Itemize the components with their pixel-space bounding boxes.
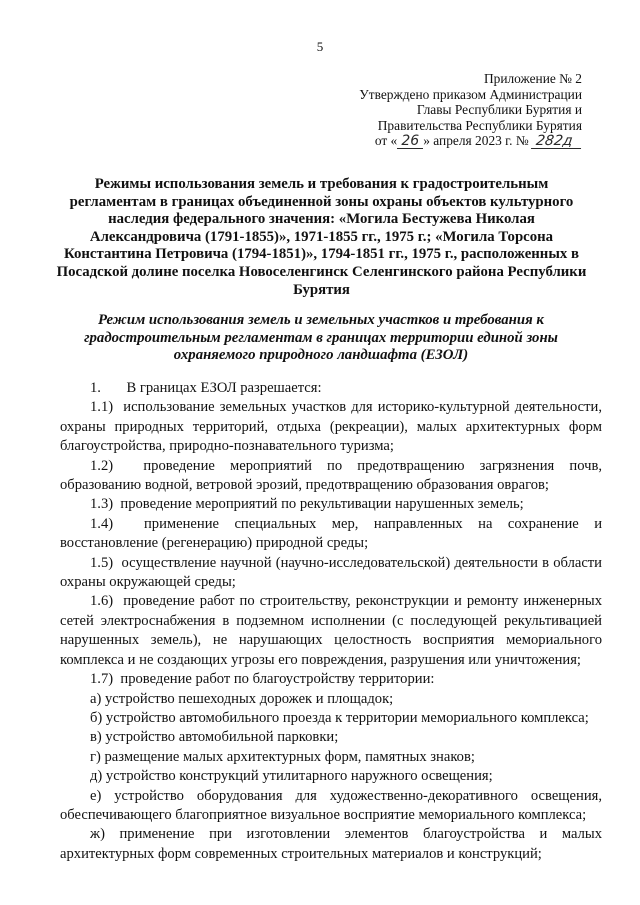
document-title: Режимы использования земель и требования к градостроительным регламентам в границах объединенной зоны охраны объектов культурного наследия федерального значения: «Могила Бестужева Николая Александровича (1791-1855)», 1971-1855 гг., 1975 г.; «Могила Торсона Константина Петровича (1794-1851)», 1794-1851 гг., 1975 г., расположенных в Посадской долине поселка Новоселенгинск Селенгинского района Республики Бурятия <box>56 176 587 298</box>
list-item: г) размещение малых архитектурных форм, памятных знаков; <box>90 748 475 765</box>
approval-date-line <box>359 133 582 149</box>
approval-line: Правительства Республики Бурятия <box>377 117 582 133</box>
list-item: 1.7) проведение работ по благоустройству территории: <box>90 671 435 688</box>
date-middle: » апреля 2023 г. № <box>423 133 529 148</box>
list-item: б) устройство автомобильного проезда к территории мемориального комплекса; <box>90 709 589 726</box>
list-item: ж) применение при изготовлении элементов благоустройства и малых архитектурных форм современных строительных материалов и конструкций; <box>60 826 602 862</box>
approval-line: Главы Республики Бурятия и <box>416 102 582 117</box>
page-number: 5 <box>316 39 324 54</box>
approval-block <box>359 71 582 149</box>
document-body <box>60 379 602 864</box>
list-item: 1.5) осуществление научной (научно-исследовательской) деятельности в области охраны окружающей среды; <box>60 554 602 591</box>
list-item: д) устройство конструкций утилитарного наружного освещения; <box>90 768 493 785</box>
handwritten-day: 26 <box>397 134 423 149</box>
date-prefix: от « <box>374 133 398 148</box>
list-item: 1.3) проведение мероприятий по рекультивации нарушенных земель; <box>90 496 524 513</box>
list-item: а) устройство пешеходных дорожек и площадок; <box>90 690 394 707</box>
list-item: 1.2) проведение мероприятий по предотвращению загрязнения почв, образованию водной, ветровой эрозий, предотвращению образования оврагов; <box>60 457 602 494</box>
list-item: 1. В границах ЕЗОЛ разрешается: <box>90 380 322 396</box>
list-item: 1.1) использование земельных участков для историко-культурной деятельности, охраны природных территорий, отдыха (рекреации), малых архитектурных форм благоустройства, природно-познавательного туризма; <box>60 399 602 455</box>
list-item: 1.6) проведение работ по строительству, реконструкции и ремонту инженерных сетей электроснабжения в подземном исполнении (с последующей рекультивацией нарушенных земель), не нарушающих целостность восприятия мемориального комплекса и не создающих угрозы его повреждения, разрушения или уничтожения; <box>60 593 602 668</box>
handwritten-order-number: 282д <box>531 134 583 149</box>
list-item: в) устройство автомобильной парковки; <box>90 729 339 746</box>
approval-line: Утверждено приказом Администрации <box>359 86 582 102</box>
list-item: 1.4) применение специальных мер, направленных на сохранение и восстановление (регенерацию) природной среды; <box>60 515 602 552</box>
appendix-label: Приложение № 2 <box>483 71 582 86</box>
list-item: е) устройство оборудования для художественно-декоративного освещения, обеспечивающего благоприятное визуальное восприятие мемориального комплекса; <box>60 787 602 823</box>
section-title: Режим использования земель и земельных участков и требования к градостроительным регламентам в границах территории единой зоны охраняемого природного ландшафта (ЕЗОЛ) <box>84 312 558 364</box>
